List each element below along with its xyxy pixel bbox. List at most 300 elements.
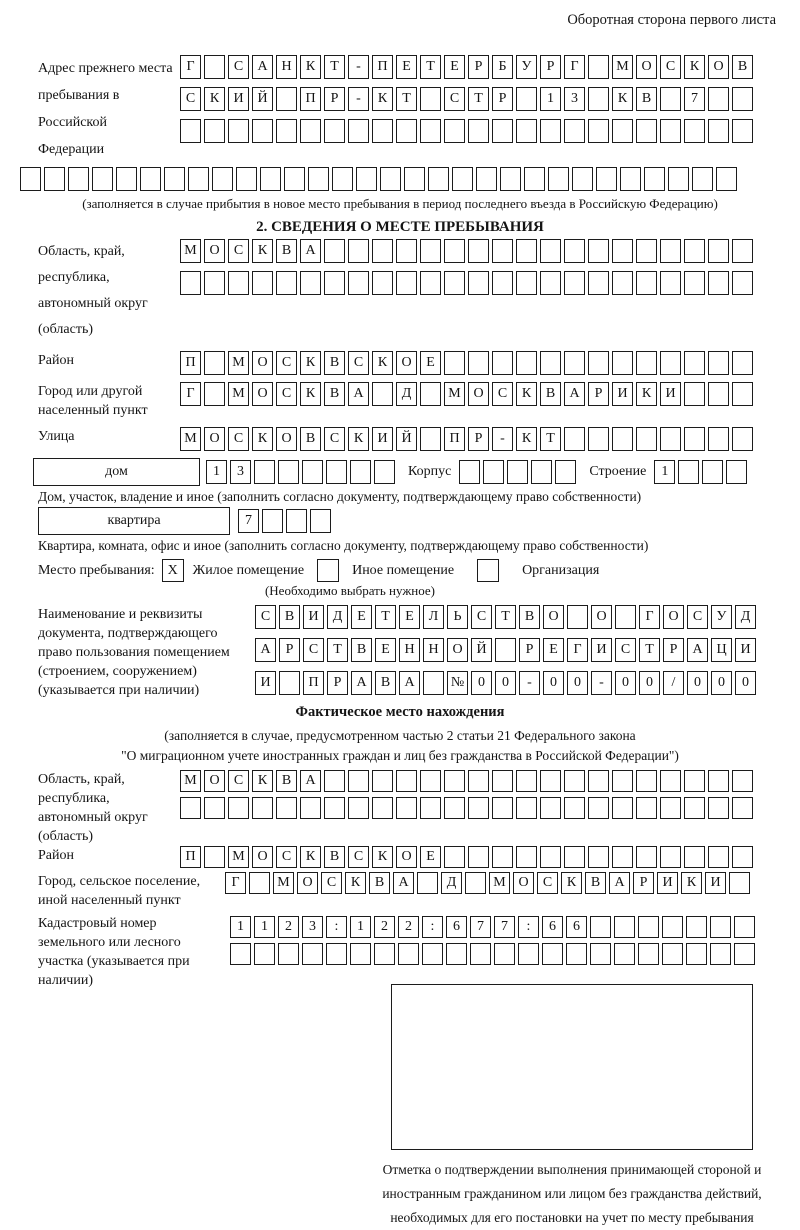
char-box[interactable]: О bbox=[204, 239, 225, 263]
char-box[interactable] bbox=[590, 943, 611, 965]
char-box[interactable] bbox=[684, 846, 705, 868]
char-box[interactable]: С bbox=[180, 87, 201, 111]
char-box[interactable]: К bbox=[300, 351, 321, 375]
char-box[interactable] bbox=[380, 167, 401, 191]
char-box[interactable]: 3 bbox=[564, 87, 585, 111]
char-box[interactable] bbox=[684, 351, 705, 375]
char-box[interactable] bbox=[708, 119, 729, 143]
char-box[interactable]: Ц bbox=[711, 638, 732, 662]
char-box[interactable]: С bbox=[615, 638, 636, 662]
char-box[interactable] bbox=[564, 271, 585, 295]
char-box[interactable]: К bbox=[372, 846, 393, 868]
char-box[interactable] bbox=[20, 167, 41, 191]
char-box[interactable] bbox=[612, 239, 633, 263]
char-box[interactable] bbox=[564, 427, 585, 451]
char-box[interactable] bbox=[732, 770, 753, 792]
char-box[interactable]: П bbox=[180, 351, 201, 375]
char-box[interactable] bbox=[668, 167, 689, 191]
char-box[interactable] bbox=[212, 167, 233, 191]
char-box[interactable]: 2 bbox=[374, 916, 395, 938]
char-box[interactable] bbox=[204, 119, 225, 143]
char-box[interactable]: В bbox=[351, 638, 372, 662]
char-box[interactable] bbox=[726, 460, 747, 484]
char-box[interactable] bbox=[564, 846, 585, 868]
char-box[interactable]: 1 bbox=[230, 916, 251, 938]
char-box[interactable]: К bbox=[636, 382, 657, 406]
char-box[interactable]: О bbox=[636, 55, 657, 79]
char-box[interactable] bbox=[286, 509, 307, 533]
char-box[interactable] bbox=[516, 351, 537, 375]
char-box[interactable] bbox=[420, 770, 441, 792]
char-box[interactable] bbox=[300, 271, 321, 295]
char-box[interactable]: С bbox=[228, 55, 249, 79]
char-box[interactable] bbox=[423, 671, 444, 695]
char-box[interactable] bbox=[444, 770, 465, 792]
char-box[interactable] bbox=[140, 167, 161, 191]
char-box[interactable] bbox=[204, 351, 225, 375]
char-box[interactable] bbox=[372, 119, 393, 143]
char-box[interactable] bbox=[308, 167, 329, 191]
char-box[interactable] bbox=[588, 770, 609, 792]
char-box[interactable]: Т bbox=[396, 87, 417, 111]
char-box[interactable] bbox=[396, 239, 417, 263]
char-box[interactable] bbox=[92, 167, 113, 191]
char-box[interactable] bbox=[276, 87, 297, 111]
char-box[interactable] bbox=[516, 846, 537, 868]
char-box[interactable] bbox=[444, 351, 465, 375]
char-box[interactable]: С bbox=[276, 382, 297, 406]
char-box[interactable]: С bbox=[348, 846, 369, 868]
char-box[interactable] bbox=[708, 239, 729, 263]
char-box[interactable] bbox=[492, 797, 513, 819]
char-box[interactable]: С bbox=[660, 55, 681, 79]
char-box[interactable] bbox=[732, 119, 753, 143]
char-box[interactable]: В bbox=[375, 671, 396, 695]
char-box[interactable]: М bbox=[612, 55, 633, 79]
char-box[interactable] bbox=[708, 846, 729, 868]
char-box[interactable]: И bbox=[591, 638, 612, 662]
char-box[interactable] bbox=[531, 460, 552, 484]
char-box[interactable] bbox=[684, 770, 705, 792]
char-box[interactable]: 0 bbox=[687, 671, 708, 695]
char-box[interactable] bbox=[708, 770, 729, 792]
char-box[interactable] bbox=[540, 846, 561, 868]
char-box[interactable]: К bbox=[516, 382, 537, 406]
char-box[interactable] bbox=[228, 271, 249, 295]
char-box[interactable]: - bbox=[519, 671, 540, 695]
char-box[interactable]: Р bbox=[663, 638, 684, 662]
char-box[interactable]: С bbox=[228, 239, 249, 263]
char-box[interactable]: А bbox=[564, 382, 585, 406]
char-box[interactable]: И bbox=[255, 671, 276, 695]
char-box[interactable]: О bbox=[468, 382, 489, 406]
checkbox-zhiloe-pomeshchenie[interactable]: X bbox=[162, 559, 184, 582]
char-box[interactable] bbox=[596, 167, 617, 191]
char-box[interactable] bbox=[636, 119, 657, 143]
char-box[interactable]: А bbox=[399, 671, 420, 695]
char-box[interactable] bbox=[468, 770, 489, 792]
char-box[interactable]: 0 bbox=[711, 671, 732, 695]
char-box[interactable]: Й bbox=[396, 427, 417, 451]
char-box[interactable] bbox=[260, 167, 281, 191]
char-box[interactable] bbox=[732, 351, 753, 375]
char-box[interactable]: Т bbox=[468, 87, 489, 111]
char-box[interactable] bbox=[228, 119, 249, 143]
char-box[interactable] bbox=[516, 87, 537, 111]
char-box[interactable]: - bbox=[348, 87, 369, 111]
char-box[interactable]: А bbox=[351, 671, 372, 695]
char-box[interactable] bbox=[638, 916, 659, 938]
char-box[interactable] bbox=[708, 382, 729, 406]
char-box[interactable] bbox=[164, 167, 185, 191]
char-box[interactable] bbox=[116, 167, 137, 191]
char-box[interactable]: Д bbox=[735, 605, 756, 629]
char-box[interactable]: 3 bbox=[230, 460, 251, 484]
char-box[interactable]: А bbox=[609, 872, 630, 894]
char-box[interactable] bbox=[68, 167, 89, 191]
char-box[interactable]: И bbox=[228, 87, 249, 111]
char-box[interactable]: Р bbox=[540, 55, 561, 79]
char-box[interactable]: В bbox=[585, 872, 606, 894]
char-box[interactable] bbox=[420, 239, 441, 263]
char-box[interactable]: Т bbox=[639, 638, 660, 662]
char-box[interactable] bbox=[732, 87, 753, 111]
char-box[interactable]: 1 bbox=[206, 460, 227, 484]
char-box[interactable]: 0 bbox=[471, 671, 492, 695]
char-box[interactable]: В bbox=[732, 55, 753, 79]
char-box[interactable]: К bbox=[372, 351, 393, 375]
char-box[interactable] bbox=[660, 770, 681, 792]
char-box[interactable] bbox=[348, 239, 369, 263]
char-box[interactable]: К bbox=[252, 427, 273, 451]
char-box[interactable] bbox=[372, 382, 393, 406]
char-box[interactable]: К bbox=[561, 872, 582, 894]
char-box[interactable] bbox=[686, 916, 707, 938]
char-box[interactable]: И bbox=[735, 638, 756, 662]
char-box[interactable] bbox=[636, 846, 657, 868]
char-box[interactable]: В bbox=[300, 427, 321, 451]
char-box[interactable]: В bbox=[276, 770, 297, 792]
char-box[interactable] bbox=[468, 271, 489, 295]
char-box[interactable]: Е bbox=[420, 351, 441, 375]
char-box[interactable]: К bbox=[204, 87, 225, 111]
char-box[interactable] bbox=[684, 382, 705, 406]
char-box[interactable]: А bbox=[300, 239, 321, 263]
char-box[interactable]: М bbox=[273, 872, 294, 894]
char-box[interactable] bbox=[500, 167, 521, 191]
char-box[interactable]: У bbox=[516, 55, 537, 79]
char-box[interactable]: 1 bbox=[350, 916, 371, 938]
char-box[interactable] bbox=[732, 382, 753, 406]
char-box[interactable] bbox=[262, 509, 283, 533]
char-box[interactable]: М bbox=[444, 382, 465, 406]
char-box[interactable] bbox=[732, 846, 753, 868]
char-box[interactable]: С bbox=[348, 351, 369, 375]
char-box[interactable] bbox=[444, 239, 465, 263]
char-box[interactable]: Т bbox=[540, 427, 561, 451]
char-box[interactable] bbox=[644, 167, 665, 191]
char-box[interactable] bbox=[614, 916, 635, 938]
char-box[interactable] bbox=[398, 943, 419, 965]
char-box[interactable]: И bbox=[705, 872, 726, 894]
char-box[interactable] bbox=[483, 460, 504, 484]
char-box[interactable] bbox=[374, 943, 395, 965]
char-box[interactable]: О bbox=[276, 427, 297, 451]
char-box[interactable] bbox=[420, 119, 441, 143]
char-box[interactable] bbox=[732, 797, 753, 819]
char-box[interactable]: У bbox=[711, 605, 732, 629]
char-box[interactable]: М bbox=[228, 382, 249, 406]
char-box[interactable]: К bbox=[684, 55, 705, 79]
char-box[interactable] bbox=[692, 167, 713, 191]
char-box[interactable] bbox=[702, 460, 723, 484]
char-box[interactable] bbox=[356, 167, 377, 191]
char-box[interactable] bbox=[684, 119, 705, 143]
char-box[interactable]: К bbox=[516, 427, 537, 451]
char-box[interactable]: М bbox=[180, 239, 201, 263]
char-box[interactable] bbox=[396, 770, 417, 792]
char-box[interactable]: Н bbox=[423, 638, 444, 662]
char-box[interactable] bbox=[524, 167, 545, 191]
char-box[interactable] bbox=[204, 271, 225, 295]
char-box[interactable]: Р bbox=[327, 671, 348, 695]
char-box[interactable] bbox=[326, 943, 347, 965]
char-box[interactable] bbox=[516, 119, 537, 143]
char-box[interactable] bbox=[686, 943, 707, 965]
char-box[interactable]: Е bbox=[444, 55, 465, 79]
char-box[interactable] bbox=[446, 943, 467, 965]
char-box[interactable]: Р bbox=[588, 382, 609, 406]
char-box[interactable]: П bbox=[372, 55, 393, 79]
char-box[interactable]: Т bbox=[420, 55, 441, 79]
char-box[interactable] bbox=[326, 460, 347, 484]
checkbox-organizatsiya[interactable] bbox=[477, 559, 499, 582]
char-box[interactable]: 2 bbox=[398, 916, 419, 938]
char-box[interactable]: О bbox=[204, 770, 225, 792]
char-box[interactable]: О bbox=[591, 605, 612, 629]
char-box[interactable] bbox=[612, 797, 633, 819]
char-box[interactable] bbox=[468, 119, 489, 143]
char-box[interactable] bbox=[372, 271, 393, 295]
char-box[interactable] bbox=[348, 770, 369, 792]
char-box[interactable] bbox=[468, 239, 489, 263]
char-box[interactable] bbox=[396, 271, 417, 295]
char-box[interactable]: Г bbox=[180, 55, 201, 79]
char-box[interactable]: О bbox=[252, 382, 273, 406]
char-box[interactable] bbox=[660, 846, 681, 868]
char-box[interactable]: О bbox=[204, 427, 225, 451]
char-box[interactable]: П bbox=[303, 671, 324, 695]
char-box[interactable] bbox=[396, 119, 417, 143]
char-box[interactable] bbox=[516, 239, 537, 263]
char-box[interactable] bbox=[495, 638, 516, 662]
char-box[interactable] bbox=[348, 119, 369, 143]
char-box[interactable]: С bbox=[324, 427, 345, 451]
char-box[interactable]: Г bbox=[564, 55, 585, 79]
char-box[interactable] bbox=[492, 239, 513, 263]
char-box[interactable]: О bbox=[447, 638, 468, 662]
char-box[interactable]: Г bbox=[225, 872, 246, 894]
char-box[interactable]: 0 bbox=[615, 671, 636, 695]
char-box[interactable] bbox=[708, 797, 729, 819]
char-box[interactable] bbox=[468, 797, 489, 819]
char-box[interactable]: Д bbox=[327, 605, 348, 629]
char-box[interactable] bbox=[236, 167, 257, 191]
char-box[interactable] bbox=[278, 943, 299, 965]
char-box[interactable]: С bbox=[228, 427, 249, 451]
char-box[interactable]: : bbox=[326, 916, 347, 938]
char-box[interactable]: - bbox=[492, 427, 513, 451]
char-box[interactable]: А bbox=[300, 770, 321, 792]
char-box[interactable] bbox=[540, 271, 561, 295]
char-box[interactable] bbox=[564, 797, 585, 819]
char-box[interactable]: В bbox=[369, 872, 390, 894]
char-box[interactable]: Р bbox=[279, 638, 300, 662]
char-box[interactable]: - bbox=[348, 55, 369, 79]
char-box[interactable]: 0 bbox=[543, 671, 564, 695]
char-box[interactable]: П bbox=[180, 846, 201, 868]
char-box[interactable]: Т bbox=[324, 55, 345, 79]
char-box[interactable]: - bbox=[591, 671, 612, 695]
char-box[interactable] bbox=[420, 87, 441, 111]
char-box[interactable] bbox=[588, 846, 609, 868]
char-box[interactable] bbox=[348, 797, 369, 819]
char-box[interactable] bbox=[710, 916, 731, 938]
char-box[interactable]: Л bbox=[423, 605, 444, 629]
char-box[interactable] bbox=[492, 119, 513, 143]
char-box[interactable]: Н bbox=[399, 638, 420, 662]
char-box[interactable] bbox=[276, 271, 297, 295]
char-box[interactable] bbox=[228, 797, 249, 819]
char-box[interactable]: Е bbox=[399, 605, 420, 629]
char-box[interactable]: Г bbox=[639, 605, 660, 629]
char-box[interactable]: С bbox=[321, 872, 342, 894]
char-box[interactable] bbox=[564, 770, 585, 792]
char-box[interactable] bbox=[468, 351, 489, 375]
char-box[interactable] bbox=[660, 239, 681, 263]
char-box[interactable] bbox=[204, 55, 225, 79]
char-box[interactable]: К bbox=[252, 239, 273, 263]
char-box[interactable] bbox=[708, 351, 729, 375]
char-box[interactable] bbox=[540, 119, 561, 143]
char-box[interactable]: О bbox=[252, 351, 273, 375]
char-box[interactable]: М bbox=[180, 427, 201, 451]
char-box[interactable] bbox=[254, 460, 275, 484]
char-box[interactable] bbox=[548, 167, 569, 191]
char-box[interactable]: Р bbox=[468, 427, 489, 451]
char-box[interactable] bbox=[588, 55, 609, 79]
char-box[interactable] bbox=[588, 271, 609, 295]
char-box[interactable] bbox=[588, 351, 609, 375]
char-box[interactable]: П bbox=[300, 87, 321, 111]
char-box[interactable]: В bbox=[276, 239, 297, 263]
char-box[interactable] bbox=[468, 846, 489, 868]
char-box[interactable] bbox=[588, 797, 609, 819]
char-box[interactable] bbox=[459, 460, 480, 484]
char-box[interactable] bbox=[612, 846, 633, 868]
char-box[interactable]: С bbox=[444, 87, 465, 111]
checkbox-inoe-pomeshchenie[interactable] bbox=[317, 559, 339, 582]
char-box[interactable] bbox=[636, 351, 657, 375]
char-box[interactable]: В bbox=[324, 382, 345, 406]
char-box[interactable] bbox=[492, 351, 513, 375]
char-box[interactable]: 2 bbox=[278, 916, 299, 938]
char-box[interactable]: О bbox=[252, 846, 273, 868]
char-box[interactable] bbox=[638, 943, 659, 965]
char-box[interactable] bbox=[660, 119, 681, 143]
char-box[interactable]: В bbox=[540, 382, 561, 406]
char-box[interactable]: И bbox=[612, 382, 633, 406]
char-box[interactable]: Г bbox=[180, 382, 201, 406]
char-box[interactable] bbox=[516, 770, 537, 792]
char-box[interactable] bbox=[428, 167, 449, 191]
char-box[interactable]: С bbox=[276, 846, 297, 868]
char-box[interactable]: М bbox=[489, 872, 510, 894]
char-box[interactable]: Е bbox=[396, 55, 417, 79]
char-box[interactable] bbox=[734, 916, 755, 938]
char-box[interactable] bbox=[374, 460, 395, 484]
char-box[interactable] bbox=[444, 797, 465, 819]
char-box[interactable]: № bbox=[447, 671, 468, 695]
char-box[interactable] bbox=[492, 271, 513, 295]
char-box[interactable]: К bbox=[681, 872, 702, 894]
char-box[interactable] bbox=[494, 943, 515, 965]
char-box[interactable]: К bbox=[300, 382, 321, 406]
char-box[interactable] bbox=[542, 943, 563, 965]
char-box[interactable] bbox=[422, 943, 443, 965]
char-box[interactable]: 7 bbox=[684, 87, 705, 111]
char-box[interactable]: Р bbox=[468, 55, 489, 79]
char-box[interactable]: И bbox=[657, 872, 678, 894]
char-box[interactable]: Р bbox=[324, 87, 345, 111]
char-box[interactable] bbox=[678, 460, 699, 484]
char-box[interactable] bbox=[284, 167, 305, 191]
char-box[interactable] bbox=[732, 271, 753, 295]
char-box[interactable] bbox=[612, 271, 633, 295]
char-box[interactable] bbox=[324, 239, 345, 263]
char-box[interactable] bbox=[188, 167, 209, 191]
char-box[interactable] bbox=[404, 167, 425, 191]
char-box[interactable]: К bbox=[300, 55, 321, 79]
char-box[interactable]: О bbox=[663, 605, 684, 629]
char-box[interactable]: К bbox=[300, 846, 321, 868]
char-box[interactable]: Н bbox=[276, 55, 297, 79]
char-box[interactable] bbox=[324, 770, 345, 792]
char-box[interactable] bbox=[636, 797, 657, 819]
char-box[interactable] bbox=[566, 943, 587, 965]
char-box[interactable] bbox=[710, 943, 731, 965]
char-box[interactable]: 6 bbox=[566, 916, 587, 938]
char-box[interactable] bbox=[684, 797, 705, 819]
char-box[interactable] bbox=[716, 167, 737, 191]
char-box[interactable]: / bbox=[663, 671, 684, 695]
char-box[interactable] bbox=[300, 797, 321, 819]
char-box[interactable] bbox=[452, 167, 473, 191]
char-box[interactable] bbox=[540, 351, 561, 375]
char-box[interactable] bbox=[684, 271, 705, 295]
char-box[interactable]: Й bbox=[252, 87, 273, 111]
char-box[interactable]: 7 bbox=[470, 916, 491, 938]
char-box[interactable] bbox=[350, 460, 371, 484]
char-box[interactable] bbox=[252, 797, 273, 819]
char-box[interactable] bbox=[684, 427, 705, 451]
char-box[interactable]: 7 bbox=[494, 916, 515, 938]
char-box[interactable] bbox=[588, 119, 609, 143]
char-box[interactable] bbox=[636, 770, 657, 792]
char-box[interactable] bbox=[588, 239, 609, 263]
char-box[interactable]: А bbox=[393, 872, 414, 894]
char-box[interactable]: : bbox=[422, 916, 443, 938]
